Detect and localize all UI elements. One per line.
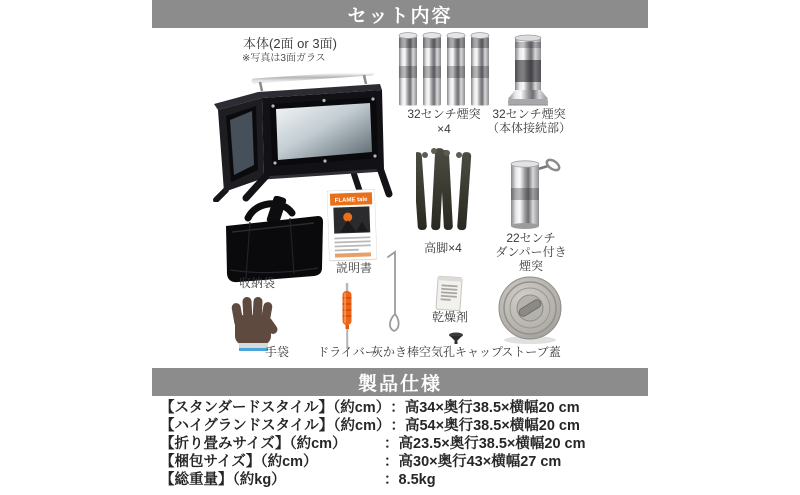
spec-label: 【梱包サイズ】（約cm） <box>160 454 318 470</box>
manual-image <box>327 189 377 263</box>
spec-colon: ： <box>384 472 399 488</box>
desiccant-label: 乾燥剤 <box>431 310 468 324</box>
spec-colon: ： <box>390 400 405 416</box>
damper-chimney-label-1: 22センチ <box>506 231 556 245</box>
main-body-label: 本体(2面 or 3面) <box>243 36 337 51</box>
screwdriver-image <box>339 283 355 353</box>
spec-row-folded <box>160 435 790 453</box>
spec-colon: ： <box>384 436 399 452</box>
legs-label: 高脚×4 <box>424 241 462 255</box>
chimney-pipes-label: 32センチ煙突 <box>407 107 481 121</box>
spec-label: 【総重量】（約kg） <box>160 472 286 488</box>
spec-title: 製品仕様 <box>357 373 442 395</box>
spec-row-highland <box>160 417 790 435</box>
spec-list <box>160 399 790 489</box>
spec-value: 高34×奥行38.5×横幅20 cm <box>404 400 580 416</box>
chimney-pipes-qty: ×4 <box>437 122 451 136</box>
stove-body-image <box>204 66 394 205</box>
spec-colon: ： <box>384 454 399 470</box>
spec-value: 高23.5×奥行38.5×横幅20 cm <box>398 436 586 452</box>
ash-rake-image <box>385 250 403 342</box>
spec-colon: ： <box>390 418 405 434</box>
spec-row-package <box>160 453 790 471</box>
screwdriver-label: ドライバー <box>317 345 377 359</box>
connection-chimney-sublabel: （本体接続部） <box>486 121 571 135</box>
spec-label: 【ハイグランドスタイル】（約cm） <box>160 418 391 434</box>
set-contents-header <box>152 0 648 28</box>
glove-label: 手袋 <box>264 345 289 359</box>
glove-image <box>229 293 281 353</box>
spec-label: 【折り畳みサイズ】（約cm） <box>160 436 347 452</box>
connection-chimney-label: 32センチ煙突 <box>492 107 566 121</box>
spec-value: 高30×奥行43×横幅27 cm <box>398 454 562 470</box>
storage-bag-label: 収納袋 <box>238 276 275 290</box>
damper-chimney-label-2: ダンパー付き <box>495 245 567 259</box>
damper-chimney-label-3: 煙突 <box>518 259 543 273</box>
air-hole-cap-image <box>448 332 464 345</box>
spec-label: 【スタンダードスタイル】（約cm） <box>160 400 391 416</box>
spec-value: 8.5kg <box>398 472 436 488</box>
manual-label: 説明書 <box>335 261 372 275</box>
main-body-note: ※写真は3面ガラス <box>242 53 326 64</box>
desiccant-image <box>435 274 466 314</box>
air-hole-cap-label: 空気孔キャップ <box>418 345 503 359</box>
manual-cover-title: FLAME tale <box>334 196 368 205</box>
chimney-pipes-image <box>398 32 490 110</box>
connection-chimney-image <box>506 34 552 110</box>
set-contents-title: セット内容 <box>347 5 453 27</box>
damper-chimney-image <box>506 152 564 236</box>
stove-lid-image <box>496 274 564 346</box>
stove-lid-label: ストーブ蓋 <box>501 345 561 359</box>
ash-rake-label: 灰かき棒 <box>370 345 419 359</box>
spec-row-weight <box>160 471 790 489</box>
spec-header <box>152 368 648 396</box>
spec-row-standard <box>160 399 790 417</box>
spec-value: 高54×奥行38.5×横幅20 cm <box>404 418 580 434</box>
legs-image <box>416 146 472 238</box>
